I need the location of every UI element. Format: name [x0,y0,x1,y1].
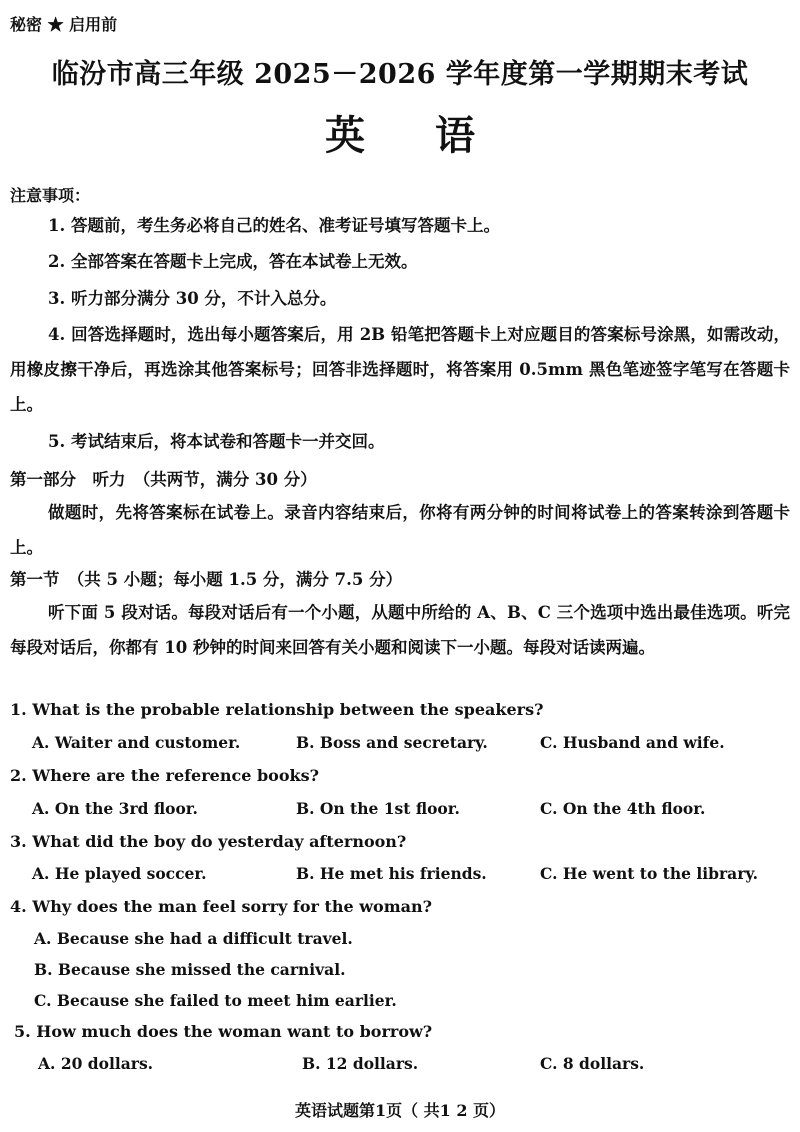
subject-title: 英语 [325,112,545,159]
notice-item-3: 3. 听力部分满分 30 分，不计入总分。 [48,289,337,308]
question-2-option-c: C. On the 4th floor. [540,799,706,818]
question-3-option-c: C. He went to the library. [540,864,758,883]
question-5-option-b: B. 12 dollars. [302,1054,419,1073]
question-2-option-a: A. On the 3rd floor. [32,799,198,818]
page-footer: 英语试题第1页（ 共1 2 页） [294,1101,506,1120]
question-5-option-c: C. 8 dollars. [540,1054,645,1073]
question-4-option-b: B. Because she missed the carnival. [34,960,346,979]
question-4-option-c: C. Because she failed to meet him earlier. [34,991,397,1010]
section1-heading: 第一节 （共 5 小题；每小题 1.5 分，满分 7.5 分） [10,570,403,589]
exam-title: 临汾市高三年级 2025－2026 学年度第一学期期末考试 [51,59,749,90]
question-1-option-c: C. Husband and wife. [540,733,725,752]
notice-item-4: 4. 回答选择题时，选出每小题答案后，用 2B 铅笔把答题卡上对应题目的答案标号涂黑，如需改动，用橡皮擦干净后，再选涂其他答案标号；回答非选择题时，将答案用 0.5mm 黑色笔迹签字笔写在答题卡上。 [10,325,790,414]
part1-instruction: 做题时，先将答案标在试卷上。录音内容结束后，你将有两分钟的时间将试卷上的答案转涂到答题卡上。 [10,503,790,557]
question-3-option-a: A. He played soccer. [32,864,207,883]
question-2: 2. Where are the reference books? [10,766,319,785]
notice-item-2: 2. 全部答案在答题卡上完成，答在本试卷上无效。 [48,252,418,271]
question-1: 1. What is the probable relationship between the speakers? [10,700,544,719]
section1-instruction: 听下面 5 段对话。每段对话后有一个小题，从题中所给的 A、B、C 三个选项中选出最佳选项。听完每段对话后，你都有 10 秒钟的时间来回答有关小题和阅读下一小题。每段对话读两遍。 [10,603,790,657]
question-2-option-b: B. On the 1st floor. [296,799,460,818]
part1-heading: 第一部分 听力 （共两节，满分 30 分） [10,470,317,489]
confidential-label: 秘密 ★ 启用前 [10,15,118,34]
question-1-option-b: B. Boss and secretary. [296,733,488,752]
notice-item-5: 5. 考试结束后，将本试卷和答题卡一并交回。 [48,432,385,451]
question-3: 3. What did the boy do yesterday afternoon? [10,832,407,851]
question-4: 4. Why does the man feel sorry for the woman? [10,897,433,916]
question-5: 5. How much does the woman want to borrow? [14,1022,433,1041]
question-5-option-a: A. 20 dollars. [38,1054,154,1073]
notice-heading: 注意事项： [10,186,91,205]
question-3-option-b: B. He met his friends. [296,864,487,883]
question-1-option-a: A. Waiter and customer. [32,733,241,752]
question-4-option-a: A. Because she had a difficult travel. [34,929,353,948]
notice-item-1: 1. 答题前，考生务必将自己的姓名、准考证号填写答题卡上。 [48,216,500,235]
